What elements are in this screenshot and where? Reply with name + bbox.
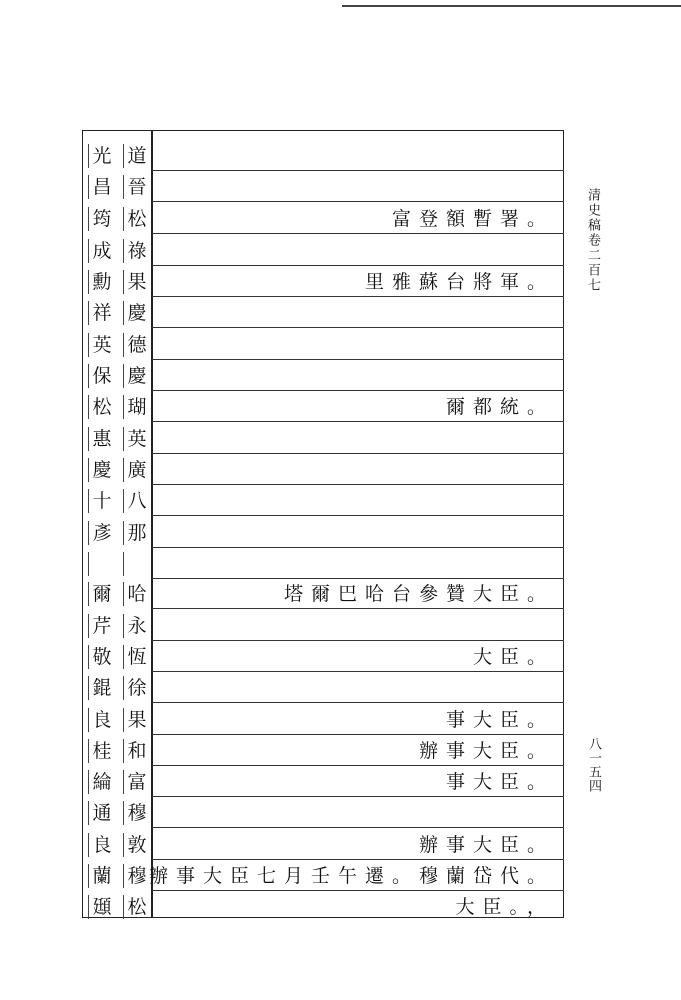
name-cell xyxy=(88,552,150,576)
entry-text: 大臣。， xyxy=(455,896,554,918)
name-char: 穆 xyxy=(123,864,150,888)
name-char: 和 xyxy=(123,739,150,763)
name-char: 恆 xyxy=(123,645,150,669)
name-char: 祿 xyxy=(123,239,150,263)
name-char: 松 xyxy=(123,895,150,919)
name-char: 良 xyxy=(88,708,115,732)
name-cell xyxy=(88,833,150,857)
table-row xyxy=(82,860,564,891)
table-row xyxy=(82,297,564,328)
table-row xyxy=(82,891,564,922)
name-char: 哈 xyxy=(123,582,150,606)
table-row xyxy=(82,610,564,641)
row-rule xyxy=(152,327,564,328)
name-char: 良 xyxy=(88,833,115,857)
table-row xyxy=(82,266,564,297)
name-cell xyxy=(88,333,150,357)
table-row xyxy=(82,829,564,860)
name-char: 英 xyxy=(123,427,150,451)
name-char: 永 xyxy=(123,614,150,638)
name-cell xyxy=(88,770,150,794)
row-rule xyxy=(152,233,564,234)
name-cell xyxy=(88,301,150,325)
table-row xyxy=(82,735,564,766)
table-row xyxy=(82,391,564,422)
table-row xyxy=(82,548,564,579)
table-row xyxy=(82,203,564,234)
name-char: 十 xyxy=(88,489,115,513)
name-char: 那 xyxy=(123,521,150,545)
name-cell xyxy=(88,270,150,294)
name-cell xyxy=(88,708,150,732)
name-cell xyxy=(88,364,150,388)
table-row xyxy=(82,517,564,548)
name-char: 爾 xyxy=(88,582,115,606)
name-char: 晉 xyxy=(123,175,150,199)
name-cell xyxy=(88,614,150,638)
table-row xyxy=(82,329,564,360)
name-char: 保 xyxy=(88,364,115,388)
name-char: 敦 xyxy=(123,833,150,857)
name-cell xyxy=(88,801,150,825)
entry-text: 大臣。 xyxy=(472,646,554,668)
name-cell xyxy=(88,427,150,451)
name-char xyxy=(123,552,150,576)
name-char: 桂 xyxy=(88,739,115,763)
entry-text: 爾都統。 xyxy=(445,396,554,418)
name-char: 徐 xyxy=(123,676,150,700)
table-row xyxy=(82,797,564,828)
row-rule xyxy=(152,608,564,609)
name-char: 果 xyxy=(123,270,150,294)
name-char: 慶 xyxy=(88,458,115,482)
name-char: 英 xyxy=(88,333,115,357)
side-title: 清史稿卷二百七 xyxy=(585,188,600,293)
name-char: 慶 xyxy=(123,364,150,388)
name-char: 頲 xyxy=(88,895,115,919)
name-char: 廣 xyxy=(123,458,150,482)
table-row xyxy=(82,704,564,735)
name-cell xyxy=(88,239,150,263)
name-cell xyxy=(88,582,150,606)
table-row xyxy=(82,423,564,454)
name-cell xyxy=(88,144,150,168)
name-cell xyxy=(88,895,150,919)
name-char: 富 xyxy=(123,770,150,794)
row-rule xyxy=(152,201,564,202)
name-cell xyxy=(88,175,150,199)
row-rule xyxy=(152,827,564,828)
entry-text: 事大臣。 xyxy=(445,771,554,793)
table-row xyxy=(82,672,564,703)
name-cell xyxy=(88,645,150,669)
entry-text: 辦事大臣七月壬午遷。穆蘭岱代。 xyxy=(148,865,554,887)
name-char: 惠 xyxy=(88,427,115,451)
name-char: 光 xyxy=(88,144,115,168)
name-char: 果 xyxy=(123,708,150,732)
entry-text: 富登額暫署。 xyxy=(391,208,554,230)
table-row xyxy=(82,454,564,485)
name-char: 芹 xyxy=(88,614,115,638)
name-char: 筠 xyxy=(88,207,115,231)
name-char: 昌 xyxy=(88,175,115,199)
table-row xyxy=(82,140,564,171)
name-char: 祥 xyxy=(88,301,115,325)
name-cell xyxy=(88,395,150,419)
name-cell xyxy=(88,676,150,700)
name-cell xyxy=(88,739,150,763)
entry-text: 塔爾巴哈台參贊大臣。 xyxy=(283,583,554,605)
name-char: 錕 xyxy=(88,676,115,700)
name-char: 八 xyxy=(123,489,150,513)
name-char: 慶 xyxy=(123,301,150,325)
name-char: 勳 xyxy=(88,270,115,294)
entry-text: 辦事大臣。 xyxy=(418,740,554,762)
name-char: 穆 xyxy=(123,801,150,825)
table-row xyxy=(82,235,564,266)
table-row xyxy=(82,578,564,609)
name-char: 松 xyxy=(123,207,150,231)
entry-text: 事大臣。 xyxy=(445,709,554,731)
table-row xyxy=(82,766,564,797)
name-cell xyxy=(88,521,150,545)
entry-text: 辦事大臣。 xyxy=(418,834,554,856)
table-row xyxy=(82,485,564,516)
name-cell xyxy=(88,489,150,513)
top-rule xyxy=(342,5,681,7)
table-row xyxy=(82,360,564,391)
name-char: 蘭 xyxy=(88,864,115,888)
name-char: 成 xyxy=(88,239,115,263)
table-row xyxy=(82,171,564,202)
row-rule xyxy=(152,515,564,516)
row-rule xyxy=(152,702,564,703)
name-char: 綸 xyxy=(88,770,115,794)
name-char: 道 xyxy=(123,144,150,168)
name-char: 松 xyxy=(88,395,115,419)
name-char: 德 xyxy=(123,333,150,357)
name-char: 敬 xyxy=(88,645,115,669)
name-char: 通 xyxy=(88,801,115,825)
name-char: 瑚 xyxy=(123,395,150,419)
row-rule xyxy=(152,421,564,422)
name-char: 彥 xyxy=(88,521,115,545)
name-cell xyxy=(88,864,150,888)
entry-text: 里雅蘇台將軍。 xyxy=(364,271,554,293)
name-char xyxy=(88,552,115,576)
name-cell xyxy=(88,458,150,482)
table-row xyxy=(82,641,564,672)
page-number: 八一五四 xyxy=(586,737,601,793)
name-cell xyxy=(88,207,150,231)
